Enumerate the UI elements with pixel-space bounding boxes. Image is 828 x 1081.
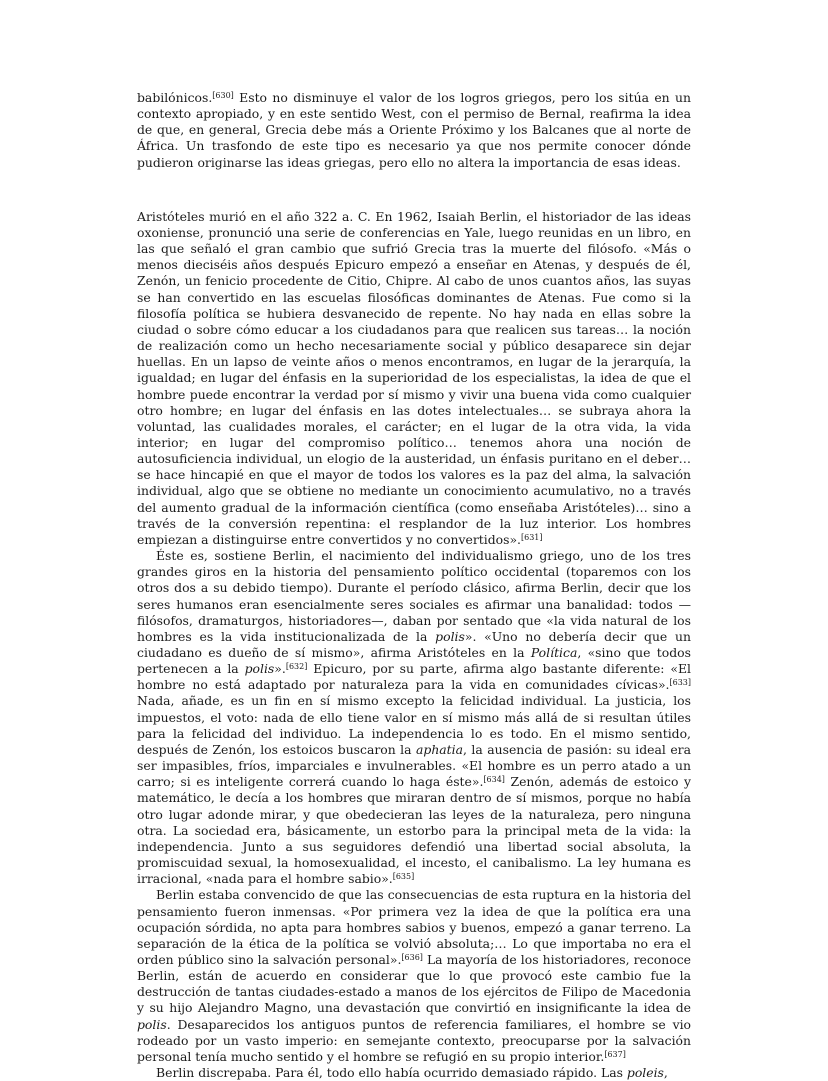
italic-term: Política (530, 645, 578, 660)
paragraph (137, 548, 691, 887)
text-run: , «sino que todos pertenecen a la (137, 645, 691, 677)
text-run: Éste es, sostiene Berlin, el nacimiento del individualismo griego, uno de los tres grandes giros en la historia del pensamiento político occidental (toparemos con los otros dos a su debido tiempo). Durante el período clásico, afirma Berlin, decir que los seres humanos eran esencialmente seres sociales es afirmar una banalidad: todos —filósofos, dramaturgos, historiadores—, daban por sentado que «la vida natural de los hombres es la vida institucionalizada de la (137, 548, 691, 644)
footnote-ref[interactable]: [637] (604, 1049, 626, 1059)
italic-term: polis (244, 661, 275, 677)
text-run: babilónicos. (137, 90, 213, 105)
footnote-ref[interactable]: [634] (483, 775, 505, 785)
italic-term: poleis (626, 1065, 664, 1081)
italic-term: polis (435, 628, 465, 644)
text-run: Epicuro, por su parte, afirma algo bastante diferente: «El hombre no está adaptado por naturaleza para la vida en comunidades cívicas». (137, 661, 691, 693)
text-run: , (663, 1065, 668, 1081)
text-run: , la ausencia de pasión: su ideal era ser impasibles, fríos, imparciales e invulnerables. «El hombre es un perro atado a un carro; si es inteligente correrá cuando lo haga éste». (137, 741, 691, 790)
text-run: Esto no disminuye el valor de los logros griegos, pero los sitúa en un contexto apropiado, y en este sentido West, con el permiso de Bernal, reafirma la idea de que, en general, Grecia debe más a Oriente Próximo y los Balcanes que al norte de África. Un trasfondo de este tipo es necesario ya que nos permite conocer dónde pudieron originarse las ideas griegas, pero ello no altera la importancia de esas ideas. (137, 90, 691, 170)
footnote-ref[interactable]: [635] (392, 872, 415, 882)
paragraph (137, 1065, 691, 1081)
footnote-ref[interactable]: [636] (401, 952, 423, 962)
text-run: La mayoría de los historiadores, reconoce Berlin, están de acuerdo en considerar que lo que provocó este cambio fue la destrucción de tantas ciudades-estado a manos de los ejércitos de Filipo de Macedonia y su hijo Alejandro Magno, una devastación que convirtió en insignificante la idea de (137, 951, 691, 1016)
text-run: Berlin discrepaba. Para él, todo ello había ocurrido demasiado rápido. Las (156, 1065, 627, 1081)
footnote-ref[interactable]: [633] (669, 678, 691, 688)
text-run: ». «Uno no debería decir que un ciudadano es dueño de sí mismo», afirma Aristóteles en la (137, 628, 692, 660)
footnote-ref[interactable]: [632] (285, 662, 308, 672)
text-run: Aristóteles murió en el año 322 a. C. En 1962, Isaiah Berlin, el historiador de las ideas oxoniense, pronunció una serie de conferencias en Yale, luego reunidas en un libro, en las que señaló el gran cambio que sufrió Grecia tras la muerte del filósofo. «Más o menos dieciséis años después Epicuro empezó a enseñar en Atenas, y después de él, Zenón, un fenicio procedente de Citio, Chipre. Al cabo de unos cuantos años, las suyas se han convertido en las escuelas filosóficas dominantes de Atenas. Fue como si la filosofía política se hubiera desvanecido de repente. No hay nada en ellas sobre la ciudad o sobre cómo educar a los ciudadanos para que realicen sus tareas… la noción de realización como un hecho necesariamente social y público desaparece sin dejar huellas. En un lapso de veinte años o menos encontramos, en lugar de la jerarquía, la igualdad; en lugar del énfasis en la superioridad de los especialistas, la idea de que el hombre puede encontrar la verdad por sí mismo y vivir una buena vida como cualquier otro hombre; en lugar del énfasis en las dotes intelectuales… se subraya ahora la voluntad, las cualidades morales, el carácter; en el lugar de la otra vida, la vida interior; en lugar del compromiso político… tenemos ahora una noción de autosuficiencia individual, un elogio de la austeridad, un énfasis puritano en el deber… se hace hincapié en que el mayor de todos los valores es la paz del alma, la salvación individual, algo que se obtiene no mediante un conocimiento acumulativo, no a través del aumento gradual de la información científica (como enseñaba Aristóteles)… sino a través de la conversión repentina: el resplandor de la luz interior. Los hombres empiezan a distinguirse entre convertidos y no convertidos». (137, 208, 691, 547)
text-run: Nada, añade, es un fin en sí mismo excepto la felicidad individual. La justicia, los impuestos, el voto: nada de ello tiene valor en sí mismo más allá de si resultan útiles para la felicidad del individuo. La independencia lo es todo. En el mismo sentido, después de Zenón, los estoicos buscaron la (137, 693, 691, 757)
text-run: Zenón, además de estoico y matemático, le decía a los hombres que miraran dentro de sí mismos, porque no había otro lugar adonde mirar, y que obedecieran las leyes de la naturaleza, pero ninguna otra. La sociedad era, básicamente, un estorbo para la principal meta de la vida: la independencia. Junto a sus seguidores defendió una libertad social absoluta, la promiscuidad sexual, la homosexualidad, el incesto, el canibalismo. La ley humana es irracional, «nada para el hombre sabio». (137, 774, 692, 887)
paragraph (137, 887, 691, 1065)
text-run: . Desaparecidos los antiguos puntos de referencia familiares, el hombre se vio rodeado por un vasto imperio: en semejante contexto, preocuparse por la salvación personal tenía mucho sentido y el hombre se refugió en su propio interior. (137, 1016, 691, 1064)
paragraph (137, 209, 691, 548)
section-break (137, 171, 691, 209)
text-run: Berlin estaba convencido de que las consecuencias de esta ruptura en la historia del pensamiento fueron inmensas. «Por primera vez la idea de que la política era una ocupación sórdida, no apta para hombres sabios y buenos, empezó a ganar terreno. La separación de la ética de la política se volvió absoluta;… Lo que importaba no era el orden público sino la salvación personal». (137, 887, 691, 967)
footnote-ref[interactable]: [630] (212, 91, 234, 100)
italic-term: polis (137, 1016, 167, 1032)
document-page (137, 90, 691, 1081)
paragraph (137, 90, 691, 171)
italic-term: aphatia (416, 741, 464, 757)
text-run: ». (274, 661, 286, 677)
footnote-ref[interactable]: [631] (521, 532, 543, 542)
